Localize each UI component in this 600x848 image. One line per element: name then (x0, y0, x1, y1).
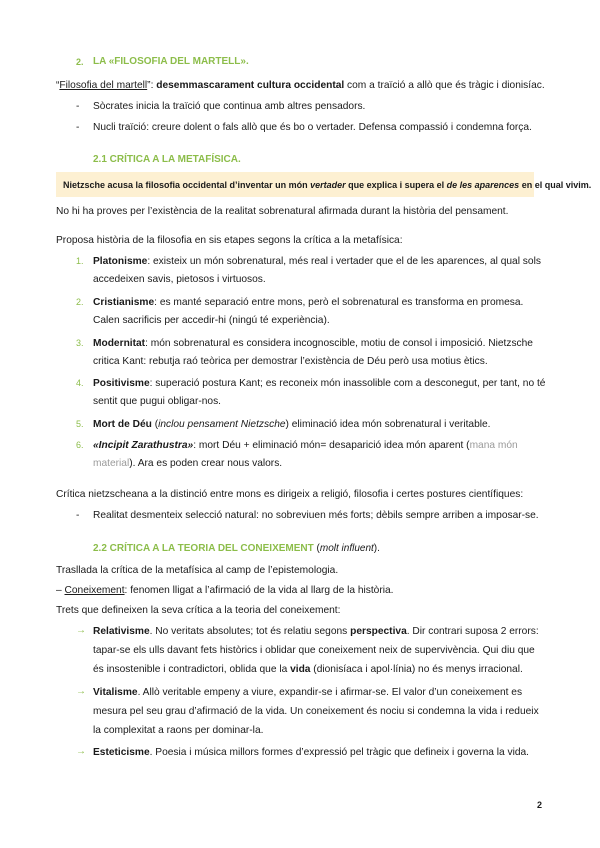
stage-term: Modernitat (93, 338, 146, 349)
paragraph-no-proof: No hi ha proves per l’existència de la realitat sobrenatural afirmada durant la història del pensament. (56, 206, 509, 217)
trait-text: . Dir contrari suposa 2 errors: (406, 626, 539, 637)
arrow-icon: → (76, 746, 86, 757)
highlight-text (63, 180, 591, 190)
list-number: 6. (76, 440, 84, 450)
stage-italic: inclou pensament Nietzsche (158, 419, 286, 430)
intro-paragraph (56, 80, 545, 91)
trait-text: (dionisíaca i apol·línia) no és menys irracional. (310, 664, 523, 675)
stage-line (93, 440, 518, 451)
trait-line: mesura pel seu grau d’afirmació de la vida. Un coneixement és nociu si condemna la vida i redueix (93, 706, 539, 717)
stage-line (93, 419, 491, 430)
intro-rest: com a traïció a allò que és tràgic i dionisíac. (344, 80, 545, 91)
highlight-part: en el qual vivim. (519, 180, 592, 190)
stage-line (93, 458, 282, 469)
stage-text: ). Ara es poden crear nous valors. (129, 458, 283, 469)
section-note: molt influent (319, 543, 374, 554)
section-title (93, 543, 380, 554)
paragraph-trets: Trets que defineixen la seva crítica a la teoria del coneixement: (56, 605, 341, 616)
bullet-dash: - (76, 510, 80, 521)
stage-grey: material (93, 458, 130, 469)
stage-term: Positivisme (93, 378, 150, 389)
list-number: 1. (76, 256, 84, 266)
intro-bold: desemmascarament cultura occidental (156, 80, 345, 91)
arrow-icon: → (76, 686, 86, 697)
trait-line (93, 626, 539, 637)
stage-line: Calen sacrificis per accedir-hi (ningú té experiència). (93, 315, 330, 326)
stage-line: sentit que pugui obligar-nos. (93, 396, 221, 407)
highlight-italic: vertader (310, 180, 346, 190)
intro-term: Filosofia del martell (59, 80, 148, 91)
bullet-text: Realitat desmenteix selecció natural: no sobreviuen més forts; dèbils sempre arriben a imposar-se. (93, 510, 539, 521)
stage-text: ) eliminació idea món sobrenatural i veritable. (285, 419, 491, 430)
trait-line (93, 687, 522, 698)
stage-term: Platonisme (93, 256, 148, 267)
stage-text: : món sobrenatural es considera incognoscible, motiu de consol i imposició. Nietzsche (145, 338, 533, 349)
stage-grey: mana món (469, 440, 518, 451)
stage-text: : superació postura Kant; es reconeix món inassolible com a desconegut, per tant, no té (149, 378, 546, 389)
page-number: 2 (537, 800, 543, 810)
bullet-text: Nucli traïció: creure dolent o fals allò que és bo o vertader. Defensa compassió i condemna força. (93, 122, 532, 133)
stage-line (93, 256, 541, 267)
paragraph-stages: Proposa història de la filosofia en sis etapes segons la crítica a la metafísica: (56, 235, 403, 246)
trait-text: . No veritats absolutes; tot és relatiu segons (149, 626, 351, 637)
stage-term: Mort de Déu (93, 419, 152, 430)
trait-text: . Allò veritable empeny a viure, expandir-se i afirmar-se. El valor d’un coneixement es (137, 687, 523, 698)
heading-number: 2. (76, 57, 84, 67)
quote-close: ”: (147, 80, 157, 91)
trait-bold: perspectiva (350, 626, 407, 637)
section-title-text: 2.2 CRÍTICA A LA TEORIA DEL CONEIXEMENT (93, 543, 314, 554)
bullet-text: Sòcrates inicia la traïció que continua amb altres pensadors. (93, 101, 366, 112)
trait-term: Vitalisme (93, 687, 138, 698)
trait-bold: vida (290, 664, 311, 675)
list-number: 4. (76, 378, 84, 388)
paragraph-trasllada: Trasllada la crítica de la metafísica al camp de l’epistemologia. (56, 565, 339, 576)
dash: – (56, 585, 65, 596)
stage-text: : existeix un món sobrenatural, més real i vertader que el de les aparences, al qual sols (147, 256, 541, 267)
coneixement-text: : fenomen lligat a l’afirmació de la vida al llarg de la història. (124, 585, 394, 596)
stage-text: ( (151, 419, 159, 430)
list-number: 5. (76, 419, 84, 429)
list-number: 2. (76, 297, 84, 307)
section-title: 2.1 CRÍTICA A LA METAFÍSICA. (93, 154, 241, 165)
trait-text: . Poesia i música millors formes d’expressió pel tràgic que defineix i governa la vida. (149, 747, 530, 758)
trait-text: és insostenible i contradictori, oblida que la (93, 664, 291, 675)
trait-term: Esteticisme (93, 747, 150, 758)
bullet-dash: - (76, 122, 80, 133)
stage-term: «Incipit Zarathustra» (93, 440, 194, 451)
coneixement-term: Coneixement (64, 585, 125, 596)
stage-line (93, 338, 533, 349)
paren: ). (373, 543, 380, 554)
trait-line (93, 747, 529, 758)
highlight-part: que explica i supera el (345, 180, 447, 190)
stage-line (93, 297, 523, 308)
highlight-part: Nietzsche acusa la filosofia occidental d’inventar un món (63, 180, 311, 190)
stage-term: Cristianisme (93, 297, 155, 308)
stage-line (93, 378, 545, 389)
quote-open: “ (56, 80, 60, 91)
trait-term: Relativisme (93, 626, 150, 637)
stage-line: accedeixen savis, pietosos i virtuosos. (93, 274, 266, 285)
paren: ( (313, 543, 320, 554)
highlight-italic: de les aparences (446, 180, 520, 190)
stage-line: critica Kant: rebutja raó teòrica per demostrar l’existència de Déu però usa motius ètics. (93, 356, 488, 367)
trait-line: tapar-se els ulls davant fets històrics i oblidar que coneixement neix de supervivència. Qui diu que (93, 645, 535, 656)
stage-text: : mort Déu + eliminació món= desaparició idea món aparent ( (193, 440, 470, 451)
paragraph-critique: Crítica nietzscheana a la distinció entre mons es dirigeix a religió, filosofia i certes postures científiques: (56, 489, 524, 500)
trait-line (93, 664, 523, 675)
list-number: 3. (76, 338, 84, 348)
heading-title: LA «FILOSOFIA DEL MARTELL». (93, 56, 249, 67)
stage-text: : es manté separació entre mons, però el sobrenatural es transforma en promesa. (154, 297, 524, 308)
arrow-icon: → (76, 625, 86, 636)
bullet-dash: - (76, 101, 80, 112)
coneixement-line (56, 585, 394, 596)
trait-line: la complexitat a raons per dominar-la. (93, 725, 264, 736)
